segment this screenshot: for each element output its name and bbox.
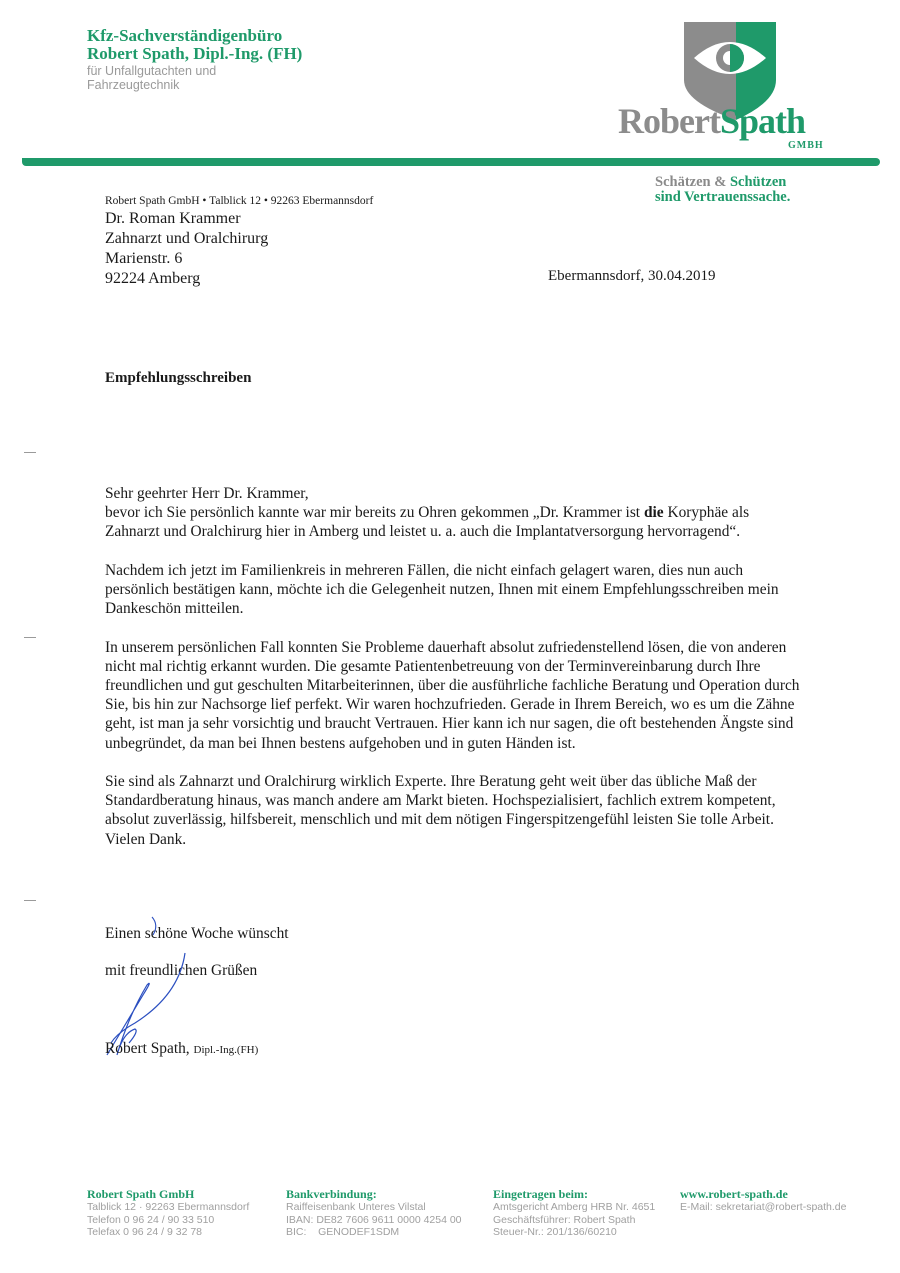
paragraph-3: In unserem persönlichen Fall konnten Sie Probleme dauerhaft absolut zufriedenstellend lösen, die von anderen nicht mal richtig erkannt wurden. Die gesamte Patientenbetreuung von der Terminvereinbarung durch Ihre freundlichen und gut geschulten Mitarbeiterinnen, über die ausführliche fachliche Beratung und Operation durch Sie, bis hin zur Nachsorge lief perfekt. Wir waren hochzufrieden. Gerade in Ihrem Bereich, wo es um die Zähne geht, ist man ja sehr vorsichtig und braucht Vertrauen. Hier kann ich nur sagen, die oft bestehenden Ängste sind unbegründet, da man bei Ihnen bestens aufgehoben und in guten Händen ist.: [105, 638, 800, 752]
firm-owner: Robert Spath, Dipl.-Ing. (FH): [87, 44, 303, 63]
p1-emphasis: die: [643, 504, 664, 522]
sender-line: Robert Spath GmbH • Talblick 12 • 92263 Ebermannsdorf: [105, 195, 374, 207]
footer-register-tax: Steuer-Nr.: 201/136/60210: [493, 1226, 617, 1238]
footer-bank-head: Bankverbindung:: [286, 1187, 377, 1201]
closing-line-2: mit freundlichen Grüßen: [105, 962, 258, 979]
footer-company: [87, 1187, 249, 1239]
letter-subject: Empfehlungsschreiben: [105, 370, 252, 386]
fold-mark-3: [24, 900, 36, 901]
footer-bank-iban: IBAN: DE82 7606 9611 0000 4254 00: [286, 1213, 462, 1226]
paragraph-1: [105, 503, 805, 541]
slogan-a: Schätzen: [655, 174, 711, 190]
footer-register: [493, 1187, 655, 1239]
letter-date: Ebermannsdorf, 30.04.2019: [548, 268, 716, 284]
header-divider-bar: [22, 158, 880, 166]
footer-bank-bic: BIC: GENODEF1SDM: [286, 1226, 400, 1238]
logo-robert: Robert: [618, 101, 720, 141]
letterhead-firm: [87, 27, 302, 63]
paragraph-4: Sie sind als Zahnarzt und Oralchirurg wirklich Experte. Ihre Beratung geht weit über das übliche Maß der Standardberatung hinaus, was manch andere am Markt bieten. Hochspezialisiert, fachlich extrem kompetent, absolut zuverlässig, hilfsbereit, menschlich und mit dem nötigen Fingerspitzengefühl leisten Sie tolle Arbeit.: [105, 773, 776, 829]
firm-name: Kfz-Sachverständigenbüro: [87, 26, 283, 45]
p1-text-a: bevor ich Sie persönlich kannte war mir bereits zu Ohren gekommen „Dr. Krammer ist: [105, 504, 644, 522]
recipient-address: [105, 209, 268, 289]
fold-mark-1: [24, 452, 36, 453]
footer-company-fax: Telefax 0 96 24 / 9 32 78: [87, 1226, 203, 1238]
closing-line-1: Einen schöne Woche wünscht: [105, 925, 289, 942]
letterhead-subtitle: [87, 64, 216, 92]
recipient-street: Marienstr. 6: [105, 250, 183, 267]
thanks-line: Vielen Dank.: [105, 830, 187, 848]
recipient-name: Dr. Roman Krammer: [105, 210, 241, 227]
footer-website-link[interactable]: www.robert-spath.de: [680, 1187, 788, 1201]
footer-register-head: Eingetragen beim:: [493, 1187, 588, 1201]
signer: Robert Spath,: [105, 1040, 194, 1057]
fold-mark-2: [24, 637, 36, 638]
footer-company-phone: Telefon 0 96 24 / 90 33 510: [87, 1213, 215, 1226]
salutation: Sehr geehrter Herr Dr. Krammer,: [105, 485, 309, 502]
logo-wordmark: [618, 100, 805, 142]
logo-spath: Spath: [719, 101, 806, 141]
recipient-title: Zahnarzt und Oralchirurg: [105, 230, 269, 247]
footer-contact: [680, 1187, 846, 1214]
letter-body: [105, 484, 805, 849]
slogan-b: Schützen: [729, 174, 787, 190]
subtitle-line-2: Fahrzeugtechnik: [87, 78, 180, 92]
signer-name: [105, 1040, 258, 1058]
slogan-line-2: sind Vertrauenssache.: [655, 189, 791, 205]
signer-title: Dipl.-Ing.(FH): [193, 1044, 259, 1056]
paragraph-2: Nachdem ich jetzt im Familienkreis in mehreren Fällen, die nicht einfach gelagert waren, dies nun auch persönlich bestätigen kann, möchte ich die Gelegenheit nutzen, Ihnen mit einem Empfehlungsschreiben mein Dankeschön mitteilen.: [105, 561, 779, 618]
logo-gmbh: GMBH: [788, 140, 824, 151]
p1-text-b: Koryphäe als Zahnarzt und Oralchirurg hier in Amberg und leistet u. a. auch die Implantatversorgung hervorragend“.: [105, 504, 750, 541]
footer-bank: [286, 1187, 462, 1239]
footer-register-ceo: Geschäftsführer: Robert Spath: [493, 1213, 636, 1226]
footer-company-address: Talblick 12 · 92263 Ebermannsdorf: [87, 1201, 250, 1213]
recipient-city: 92224 Amberg: [105, 270, 201, 287]
slogan-amp: &: [710, 174, 730, 190]
subtitle-line-1: für Unfallgutachten und: [87, 64, 217, 78]
footer-email-link[interactable]: E-Mail: sekretariat@robert-spath.de: [680, 1201, 847, 1213]
slogan: [655, 175, 790, 205]
footer-register-court: Amtsgericht Amberg HRB Nr. 4651: [493, 1201, 656, 1213]
footer-company-head: Robert Spath GmbH: [87, 1187, 195, 1201]
footer-bank-name: Raiffeisenbank Unteres Vilstal: [286, 1201, 426, 1213]
